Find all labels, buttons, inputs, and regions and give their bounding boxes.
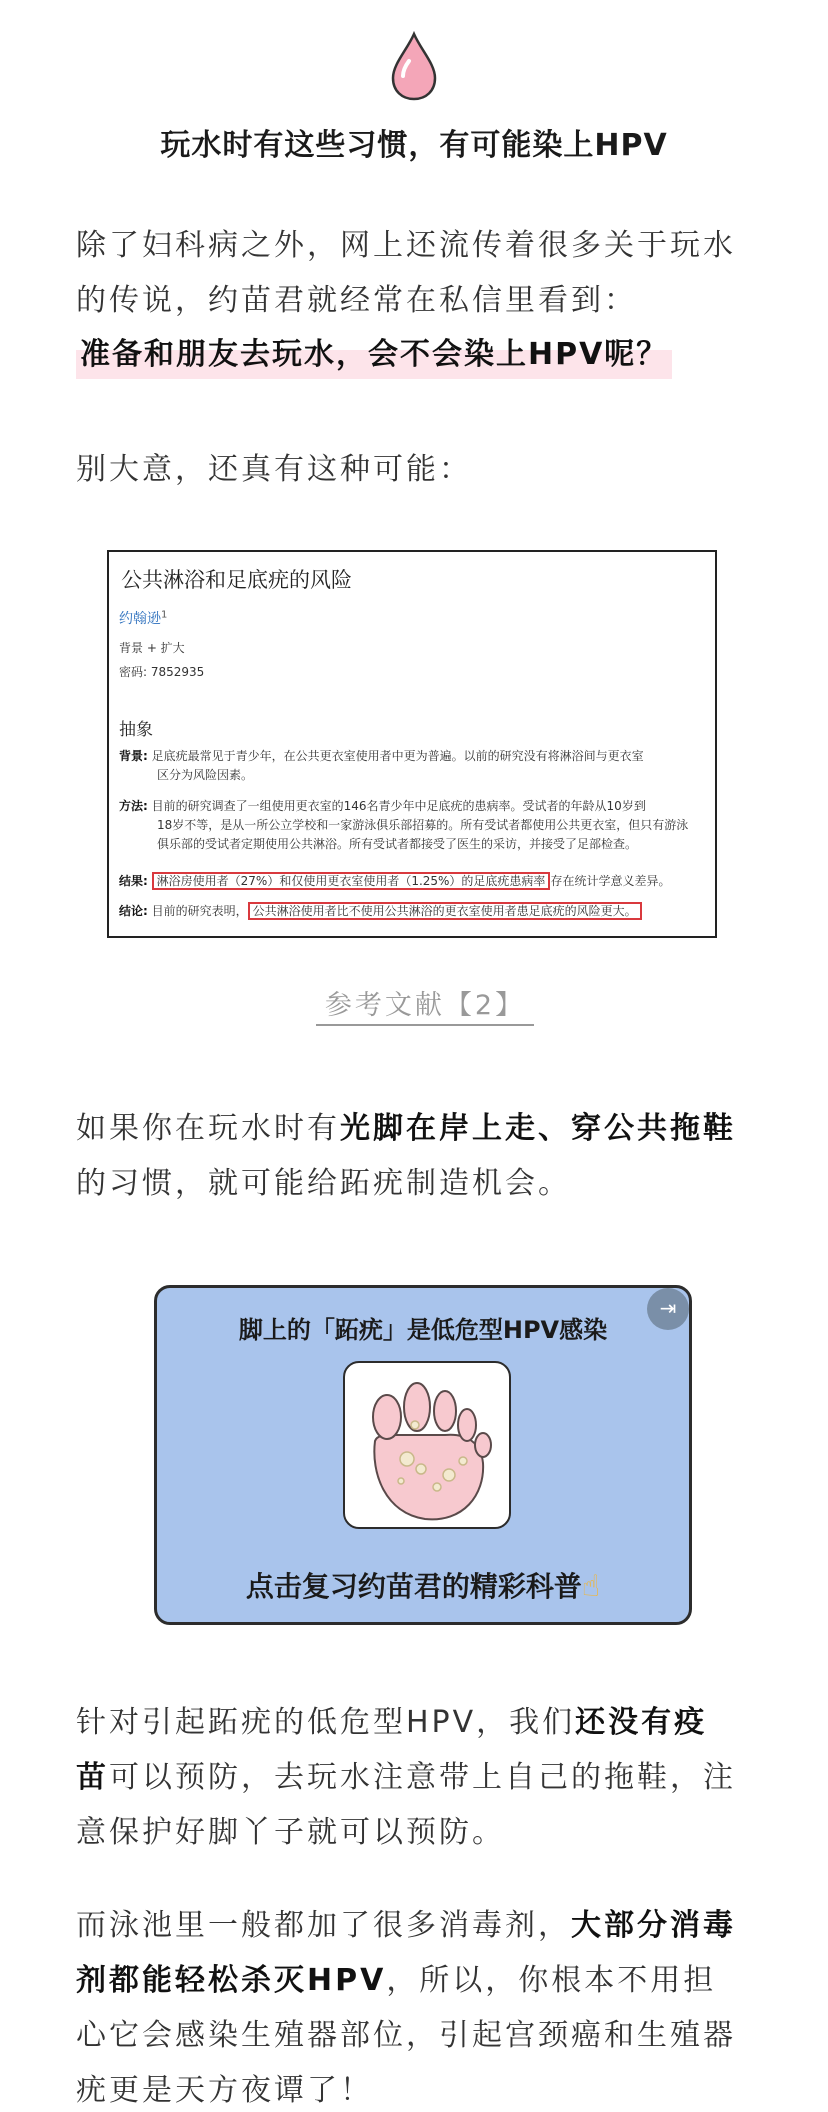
habit-bold: 光脚在岸上走、穿公共拖鞋 bbox=[340, 1111, 736, 1146]
abstract-background bbox=[119, 747, 709, 785]
pool-mid: ，所以，你根本不用担 bbox=[386, 1963, 717, 1998]
pool-line-3: 心它会感染生殖器部位，引起宫颈癌和生殖器 bbox=[76, 2018, 736, 2053]
intro-paragraph bbox=[76, 218, 766, 328]
vaccine-mid: 可以预防，去玩水注意带上自己的拖鞋，注 bbox=[109, 1760, 736, 1795]
vaccine-pre: 针对引起跖疣的低危型HPV，我们 bbox=[76, 1705, 576, 1740]
pointing-hand-icon: ☝ bbox=[581, 1569, 601, 1604]
paper-author-name[interactable]: 约翰逊 bbox=[119, 611, 161, 627]
paper-password: 密码: 7852935 bbox=[119, 665, 205, 679]
pool-line-1 bbox=[76, 1898, 766, 1953]
paper-author-link[interactable] bbox=[119, 608, 167, 628]
foot-wart-illustration bbox=[343, 1361, 511, 1529]
paper-title: 公共淋浴和足底疣的风险 bbox=[121, 568, 352, 592]
background-text-2: 区分为风险因素。 bbox=[157, 768, 254, 782]
conclusion-highlight-box: 公共淋浴使用者比不使用公共淋浴的更衣室使用者患足底疣的风险更大。 bbox=[248, 902, 642, 920]
reference-label: 参考文献【2】 bbox=[316, 983, 534, 1026]
method-label: 方法: bbox=[119, 799, 148, 813]
answer-line: 别大意，还真有这种可能： bbox=[76, 452, 472, 487]
vaccine-line-1 bbox=[76, 1695, 766, 1750]
foot-icon bbox=[345, 1363, 509, 1527]
vaccine-bold-a: 还没有疫 bbox=[575, 1705, 708, 1740]
highlight-question: 准备和朋友去玩水，会不会染上HPV呢？ bbox=[76, 331, 672, 379]
habit-pre: 如果你在玩水时有 bbox=[76, 1111, 340, 1146]
conclusion-label: 结论: bbox=[119, 904, 148, 918]
vaccine-line-3: 意保护好脚丫子就可以预防。 bbox=[76, 1815, 505, 1850]
conclusion-head: 目前的研究表明， bbox=[151, 904, 248, 918]
author-footnote: 1 bbox=[161, 609, 168, 621]
pool-bold-b: 剂都能轻松杀灭HPV bbox=[76, 1963, 387, 1998]
habit-line-2: 的习惯，就可能给跖疣制造机会。 bbox=[76, 1166, 571, 1201]
vaccine-line-2 bbox=[76, 1750, 766, 1805]
section-title: 玩水时有这些习惯，有可能染上HPV bbox=[160, 128, 668, 163]
pool-line-4: 疣更是天方夜谭了！ bbox=[76, 2073, 373, 2108]
method-text-1: 目前的研究调查了一组使用更衣室的146名青少年中足底疣的患病率。受试者的年龄从10岁到 bbox=[151, 799, 646, 813]
pool-paragraph bbox=[76, 1898, 766, 2112]
abstract-method bbox=[119, 797, 709, 854]
pool-line-2 bbox=[76, 1953, 766, 2008]
card-title: 脚上的「跖疣」是低危型HPV感染 bbox=[238, 1316, 608, 1344]
habit-line-1 bbox=[76, 1101, 766, 1156]
card-bottom-text[interactable] bbox=[157, 1565, 689, 1605]
article-link-card[interactable] bbox=[154, 1285, 692, 1625]
abstract-conclusion bbox=[119, 902, 709, 921]
method-text-3: 俱乐部的受试者定期使用公共淋浴。所有受试者都接受了医生的采访，并接受了足部检查。 bbox=[157, 837, 638, 851]
method-text-2: 18岁不等，是从一所公立学校和一家游泳俱乐部招募的。所有受试者都使用公共更衣室，但只有游泳 bbox=[157, 818, 689, 832]
vaccine-bold-b: 苗 bbox=[76, 1760, 109, 1795]
vaccine-paragraph bbox=[76, 1695, 766, 1860]
pool-pre: 而泳池里一般都加了很多消毒剂， bbox=[76, 1908, 571, 1943]
result-tail: 存在统计学意义差异。 bbox=[550, 874, 671, 888]
result-label: 结果: bbox=[119, 874, 148, 888]
background-text-1: 足底疣最常见于青少年，在公共更衣室使用者中更为普遍。以前的研究没有将淋浴间与更衣室 bbox=[151, 749, 644, 763]
result-highlight-box: 淋浴房使用者（27%）和仅使用更衣室使用者（1.25%）的足底疣患病率 bbox=[152, 872, 551, 890]
habit-paragraph bbox=[76, 1101, 766, 1211]
abstract-result bbox=[119, 872, 709, 891]
background-expand[interactable]: 背景 + 扩大 bbox=[119, 641, 185, 655]
water-drop-icon bbox=[389, 30, 439, 102]
card-bottom-label: 点击复习约苗君的精彩科普 bbox=[245, 1570, 582, 1603]
paper-screenshot bbox=[107, 550, 717, 938]
pool-bold-a: 大部分消毒 bbox=[571, 1908, 736, 1943]
background-label: 背景: bbox=[119, 749, 148, 763]
abstract-heading: 抽象 bbox=[119, 720, 153, 740]
share-icon[interactable]: ⇥ bbox=[647, 1288, 689, 1330]
intro-line-2: 的传说，约苗君就经常在私信里看到： bbox=[76, 283, 637, 318]
intro-line-1: 除了妇科病之外，网上还流传着很多关于玩水 bbox=[76, 228, 736, 263]
